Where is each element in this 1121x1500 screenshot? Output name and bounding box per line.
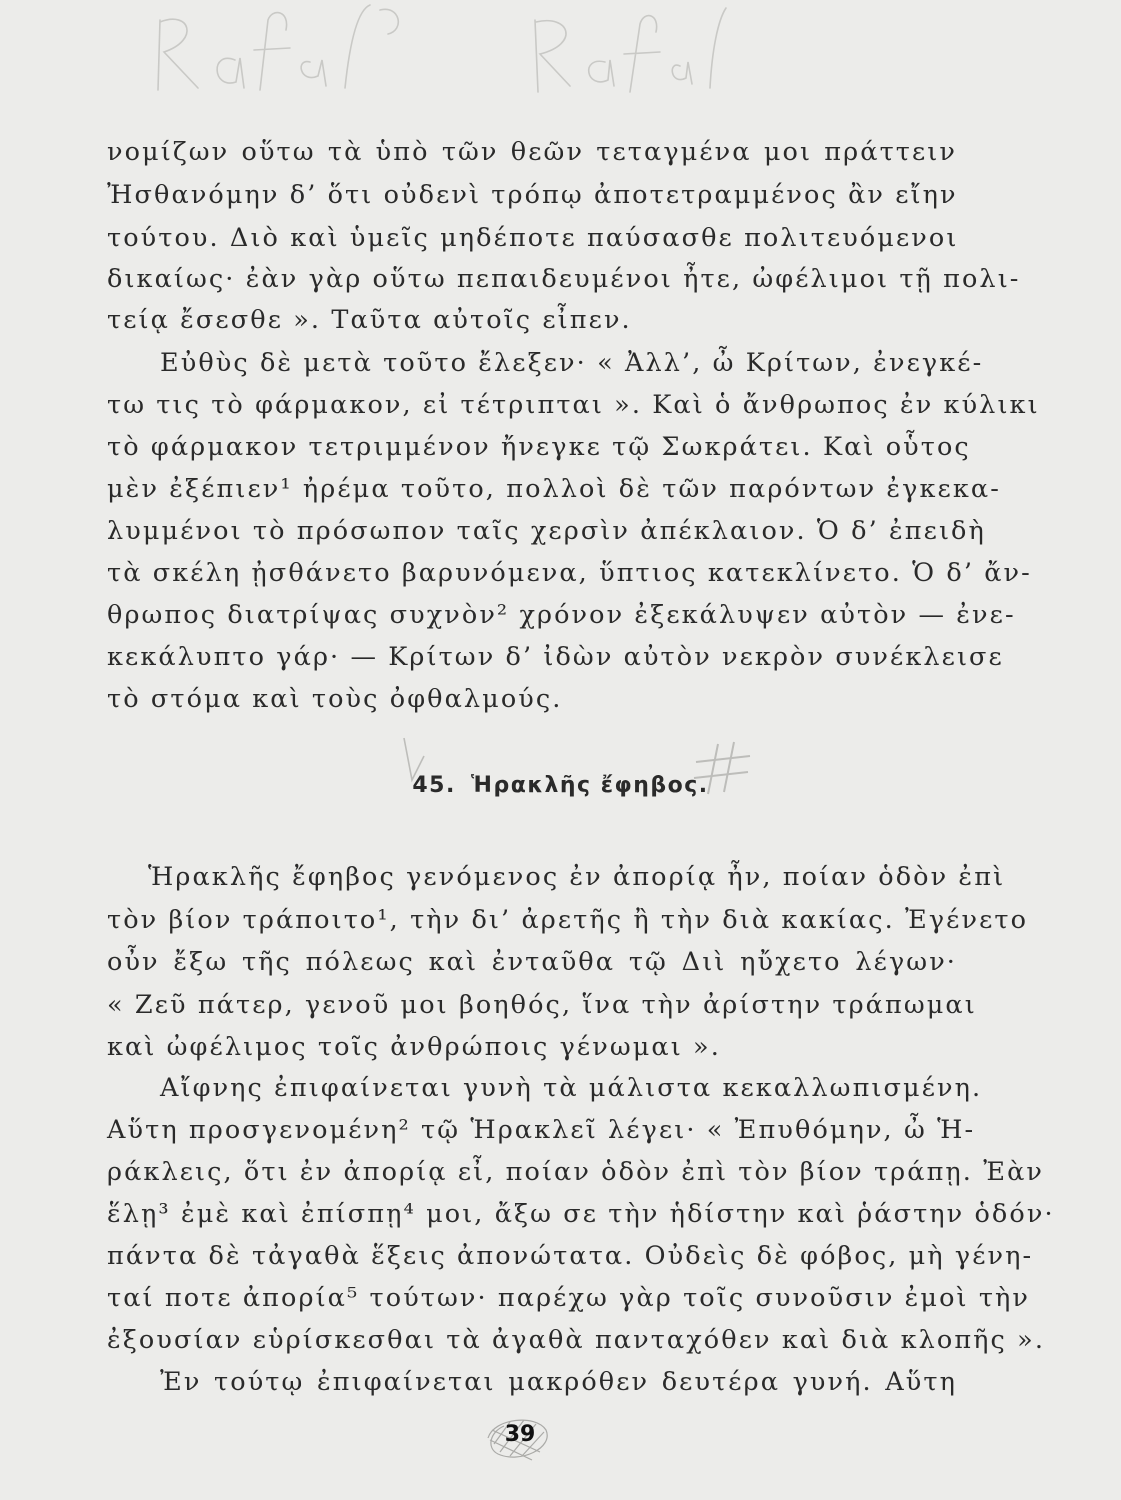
- section-title: Ἡρακλῆς ἔφηβος.: [471, 773, 709, 798]
- text-line: οὖν ἔξω τῆς πόλεως καὶ ἐνταῦθα τῷ Διὶ ηὔχετο λέγων·: [107, 947, 957, 977]
- text-line: τω τις τὸ φάρμακον, εἰ τέτριπται ». Καὶ ὁ ἄνθρωπος ἐν κύλικι: [107, 390, 1040, 420]
- text-line: Εὐθὺς δὲ μετὰ τοῦτο ἔλεξεν· « Ἀλλ’, ὦ Κρίτων, ἐνεγκέ-: [160, 348, 984, 378]
- text-line: κεκάλυπτο γάρ· — Κρίτων δ’ ἰδὼν αὐτὸν νεκρὸν συνέκλεισε: [107, 642, 1004, 672]
- text-line: τείᾳ ἔσεσθε ». Ταῦτα αὐτοῖς εἶπεν.: [107, 305, 632, 335]
- text-line: ἐξουσίαν εὑρίσκεσθαι τὰ ἀγαθὰ πανταχόθεν καὶ διὰ κλοπῆς ».: [107, 1325, 1046, 1355]
- section-heading: [0, 771, 1121, 801]
- text-line: πάντα δὲ τἀγαθὰ ἕξεις ἀπονώτατα. Οὐδεὶς δὲ φόβος, μὴ γένη-: [107, 1241, 1034, 1271]
- section-number: 45.: [412, 773, 456, 798]
- text-line: λυμμένοι τὸ πρόσωπον ταῖς χερσὶν ἀπέκλαιον. Ὁ δ’ ἐπειδὴ: [107, 516, 986, 546]
- text-line: ἕλῃ³ ἐμὲ καὶ ἐπίσπῃ⁴ μοι, ἄξω σε τὴν ἡδίστην καὶ ῥάστην ὁδόν·: [107, 1199, 1055, 1229]
- text-line: τὰ σκέλη ᾐσθάνετο βαρυνόμενα, ὕπτιος κατεκλίνετο. Ὁ δ’ ἄν-: [107, 558, 1032, 588]
- page-number: [480, 1408, 560, 1468]
- text-line: Ἠσθανόμην δ’ ὅτι οὐδενὶ τρόπῳ ἀποτετραμμένος ἂν εἴην: [107, 180, 958, 210]
- text-line: « Ζεῦ πάτερ, γενοῦ μοι βοηθός, ἵνα τὴν ἀρίστην τράπωμαι: [107, 990, 977, 1020]
- text-line: Ἐν τούτῳ ἐπιφαίνεται μακρόθεν δευτέρα γυνή. Αὕτη: [160, 1367, 957, 1397]
- page-number-text: 39: [504, 1422, 536, 1447]
- text-line: μὲν ἐξέπιεν¹ ἠρέμα τοῦτο, πολλοὶ δὲ τῶν παρόντων ἐγκεκα-: [107, 474, 1001, 504]
- text-line: τούτου. Διὸ καὶ ὑμεῖς μηδέποτε παύσασθε πολιτευόμενοι: [107, 223, 959, 253]
- text-line: τὸν βίον τράποιτο¹, τὴν δι’ ἀρετῆς ἢ τὴν διὰ κακίας. Ἐγένετο: [107, 905, 1029, 935]
- text-line: θρωπος διατρίψας συχνὸν² χρόνον ἐξεκάλυψεν αὐτὸν — ἐνε-: [107, 600, 1016, 630]
- text-line: Αἴφνης ἐπιφαίνεται γυνὴ τὰ μάλιστα κεκαλλωπισμένη.: [160, 1073, 983, 1103]
- text-line: Αὕτη προσγενομένη² τῷ Ἡρακλεῖ λέγει· « Ἐπυθόμην, ὦ Ἡ-: [107, 1115, 976, 1145]
- text-line: δικαίως· ἐὰν γὰρ οὕτω πεπαιδευμένοι ἦτε, ὠφέλιμοι τῇ πολι-: [107, 264, 1021, 294]
- text-line: τὸ στόμα καὶ τοὺς ὀφθαλμούς.: [107, 684, 563, 714]
- handwritten-signature: [140, 0, 740, 110]
- text-line: Ἡρακλῆς ἔφηβος γενόμενος ἐν ἀπορίᾳ ἦν, ποίαν ὁδὸν ἐπὶ: [148, 862, 1006, 892]
- text-line: καὶ ὠφέλιμος τοῖς ἀνθρώποις γένωμαι ».: [107, 1032, 721, 1062]
- text-line: νομίζων οὕτω τὰ ὑπὸ τῶν θεῶν τεταγμένα μοι πράττειν: [107, 137, 957, 167]
- text-line: ράκλεις, ὅτι ἐν ἀπορίᾳ εἶ, ποίαν ὁδὸν ἐπὶ τὸν βίον τράπῃ. Ἐὰν: [107, 1157, 1044, 1187]
- text-line: τὸ φάρμακον τετριμμένον ἤνεγκε τῷ Σωκράτει. Καὶ οὗτος: [107, 432, 971, 462]
- text-line: ταί ποτε ἀπορία⁵ τούτων· παρέχω γὰρ τοῖς συνοῦσιν ἐμοὶ τὴν: [107, 1283, 1031, 1313]
